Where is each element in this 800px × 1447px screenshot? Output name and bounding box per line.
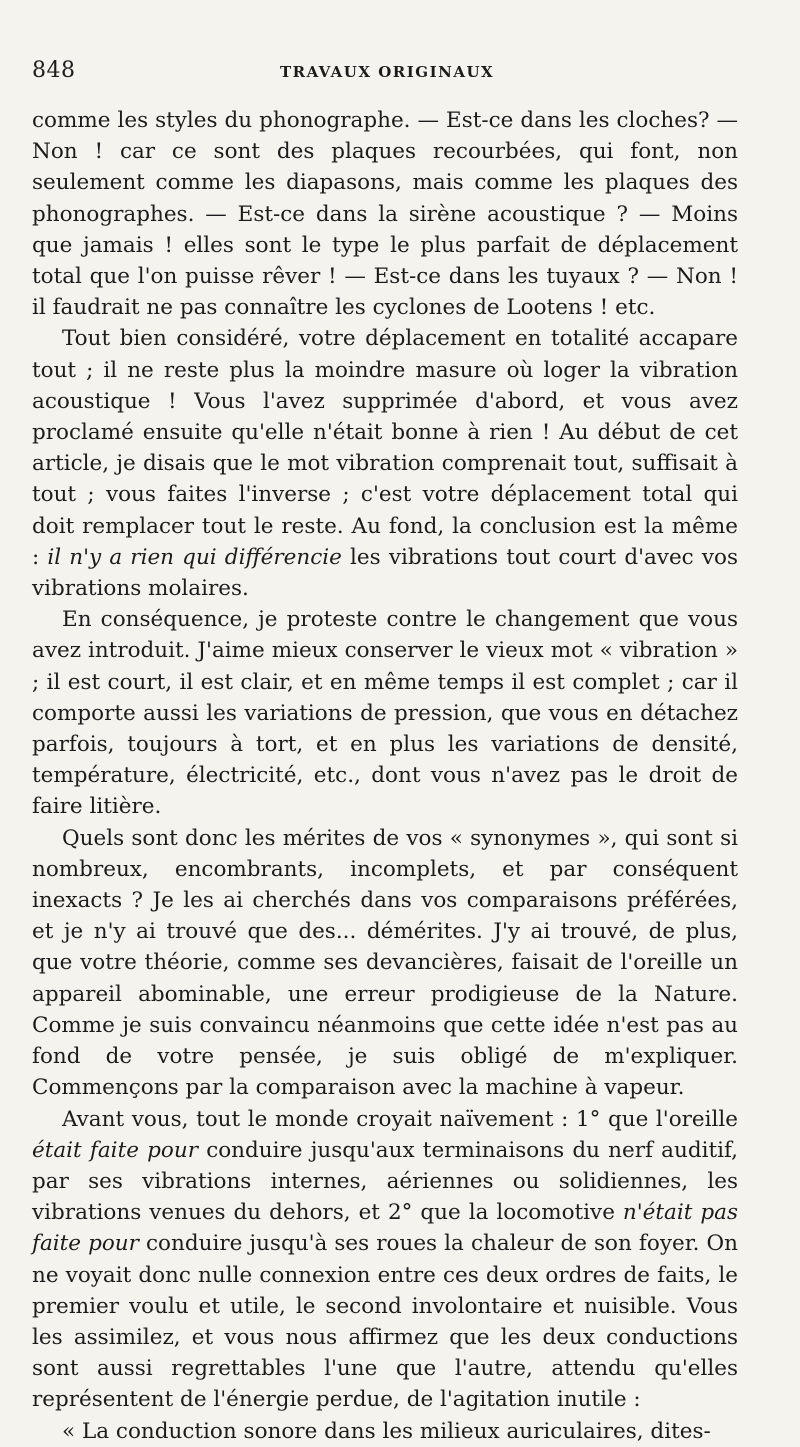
italic-phrase: il n'y a rien qui différencie (47, 544, 342, 570)
text-run: « La conduction sonore dans les milieux auriculaires, dites- (62, 1418, 711, 1444)
text-run: conduire jusqu'aux terminaisons du nerf auditif, par ses vibrations internes, aériennes ou solidiennes, les vibrations venues du dehors, et 2° que la locomotive (32, 1137, 739, 1226)
paragraph (32, 105, 738, 323)
page-number: 848 (32, 58, 76, 83)
body-text (32, 105, 738, 1447)
italic-phrase: était faite pour (32, 1137, 198, 1163)
text-run: Quels sont donc les mérites de vos « synonymes », qui sont si nombreux, encombrants, incomplets, et par conséquent inexacts ? Je les ai cherchés dans vos comparaisons préférées, et je n'y ai trouvé que des... démérites. J'y ai trouvé, de plus, que votre théorie, comme ses devancières, faisait de l'oreille un appareil abominable, une erreur prodigieuse de la Nature. Comme je suis convaincu néanmoins que cette idée n'est pas au fond de votre pensée, je suis obligé de m'expliquer. Commençons par la comparaison avec la machine à vapeur. (32, 825, 738, 1101)
paragraph (32, 1416, 738, 1447)
text-run: Avant vous, tout le monde croyait naïvement : 1° que l'oreille (62, 1106, 738, 1132)
text-run: Tout bien considéré, votre déplacement en totalité accapare tout ; il ne reste plus la moindre masure où loger la vibration acoustique ! Vous l'avez supprimée d'abord, et vous avez proclamé ensuite qu'elle n'était bonne à rien ! Au début de cet article, je disais que le mot vibration comprenait tout, suffisait à tout ; vous faites l'inverse ; c'est votre déplacement total qui doit remplacer tout le reste. Au fond, la conclusion est la même : (32, 326, 738, 570)
running-head (32, 58, 738, 83)
running-title: TRAVAUX ORIGINAUX (280, 63, 495, 81)
text-run: conduire jusqu'à ses roues la chaleur de son foyer. On ne voyait donc nulle connexion entre ces deux ordres de faits, le premier voulu et utile, le second involontaire et nuisible. Vous les assimilez, et vous nous affirmez que les deux conductions sont aussi regrettables l'une que l'autre, attendu qu'elles représentent de l'énergie perdue, de l'agitation inutile : (32, 1231, 739, 1413)
text-run: En conséquence, je proteste contre le changement que vous avez introduit. J'aime mieux conserver le vieux mot « vibration » ; il est court, il est clair, et en même temps il est complet ; car il comporte aussi les variations de pression, que vous en détachez parfois, toujours à tort, et en plus les variations de densité, température, électricité, etc., dont vous n'avez pas le droit de faire litière. (32, 607, 738, 820)
text-run: comme les styles du phonographe. — Est-ce dans les cloches? — Non ! car ce sont des plaques recourbées, qui font, non seulement comme les diapasons, mais comme les plaques des phonographes. — Est-ce dans la sirène acoustique ? — Moins que jamais ! elles sont le type le plus parfait de déplacement total que l'on puisse rêver ! — Est-ce dans les tuyaux ? — Non ! il faudrait ne pas connaître les cyclones de Lootens ! etc. (32, 108, 738, 321)
paragraph (32, 823, 738, 1104)
paragraph (32, 323, 738, 604)
paragraph (32, 604, 738, 822)
text-run: les vibrations tout court d'avec vos vibrations molaires. (32, 544, 738, 602)
italic-phrase: n'était pas faite pour (32, 1200, 738, 1257)
paragraph (32, 1104, 738, 1416)
